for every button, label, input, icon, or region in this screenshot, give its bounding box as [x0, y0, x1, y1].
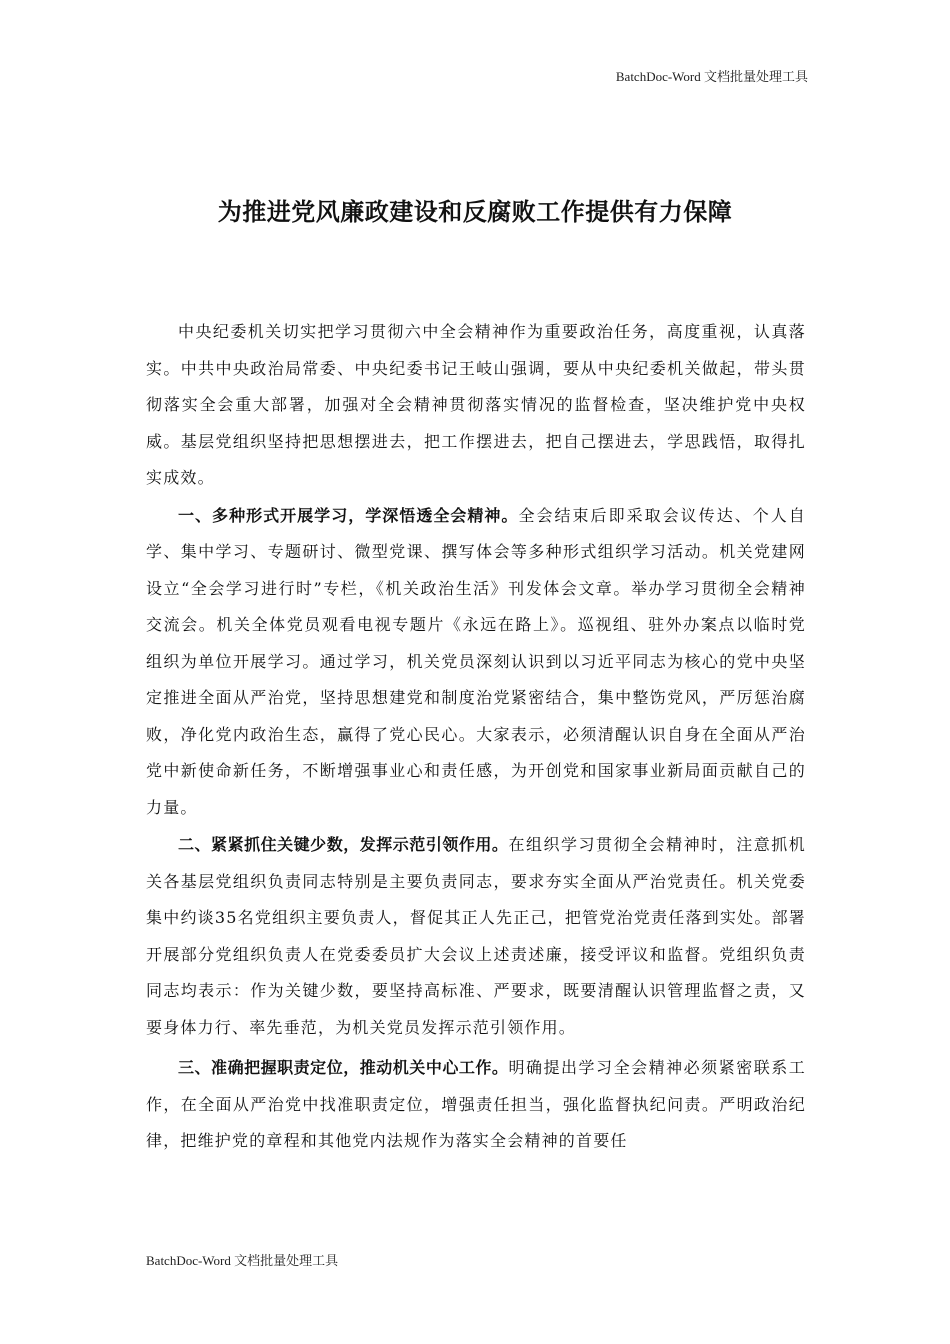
- section-paragraph-3: [146, 1050, 806, 1160]
- document-title: 为推进党风廉政建设和反腐败工作提供有力保障: [217, 198, 733, 226]
- section-paragraph-1: [146, 498, 806, 827]
- intro-paragraph: 中央纪委机关切实把学习贯彻六中全会精神作为重要政治任务，高度重视，认真落实。中共中央政治局常委、中央纪委书记王岐山强调，要从中央纪委机关做起，带头贯彻落实全会重大部署，加强对全会精神贯彻落实情况的监督检查，坚决维护党中央权威。基层党组织坚持把思想摆进去，把工作摆进去，把自己摆进去，学思践悟，取得扎实成效。: [146, 322, 806, 487]
- section-heading-2: 二、紧紧抓住关键少数，发挥示范引领作用。: [178, 835, 509, 854]
- section-heading-1: 一、多种形式开展学习，学深悟透全会精神。: [178, 505, 519, 525]
- page-header: BatchDoc-Word 文档批量处理工具: [615, 69, 808, 84]
- document-body: [146, 314, 806, 1161]
- section-body-1: 全会结束后即采取会议传达、个人自学、集中学习、专题研讨、微型党课、撰写体会等多种形式组织学习活动。机关党建网设立“全会学习进行时”专栏，《机关政治生活》刊发体会文章。举办学习贯彻全会精神交流会。机关全体党员观看电视专题片《永远在路上》。巡视组、驻外办案点以临时党组织为单位开展学习。通过学习，机关党员深刻认识到以习近平同志为核心的党中央坚定推进全面从严治党，坚持思想建党和制度治党紧密结合，集中整饬党风，严厉惩治腐败，净化党内政治生态，赢得了党心民心。大家表示，必须清醒认识自身在全面从严治党中新使命新任务，不断增强事业心和责任感，为开创党和国家事业新局面贡献自己的力量。: [146, 505, 806, 817]
- section-body-2: 在组织学习贯彻全会精神时，注意抓机关各基层党组织负责同志特别是主要负责同志，要求夯实全面从严治党责任。机关党委集中约谈35名党组织主要负责人，督促其正人先正己，把管党治党责任落到实处。部署开展部分党组织负责人在党委委员扩大会议上述责述廉，接受评议和监督。党组织负责同志均表示：作为关键少数，要坚持高标准、严要求，既要清醒认识管理监督之责，又要身体力行、率先垂范，为机关党员发挥示范引领作用。: [146, 835, 806, 1037]
- section-heading-3: 三、准确把握职责定位，推动机关中心工作。: [178, 1058, 509, 1077]
- section-body-3: 明确提出学习全会精神必须紧密联系工作，在全面从严治党中找准职责定位，增强责任担当，强化监督执纪问责。严明政治纪律，把维护党的章程和其他党内法规作为落实全会精神的首要任: [146, 1058, 806, 1150]
- page-footer: BatchDoc-Word 文档批量处理工具: [146, 1253, 339, 1268]
- section-paragraph-2: [146, 827, 806, 1046]
